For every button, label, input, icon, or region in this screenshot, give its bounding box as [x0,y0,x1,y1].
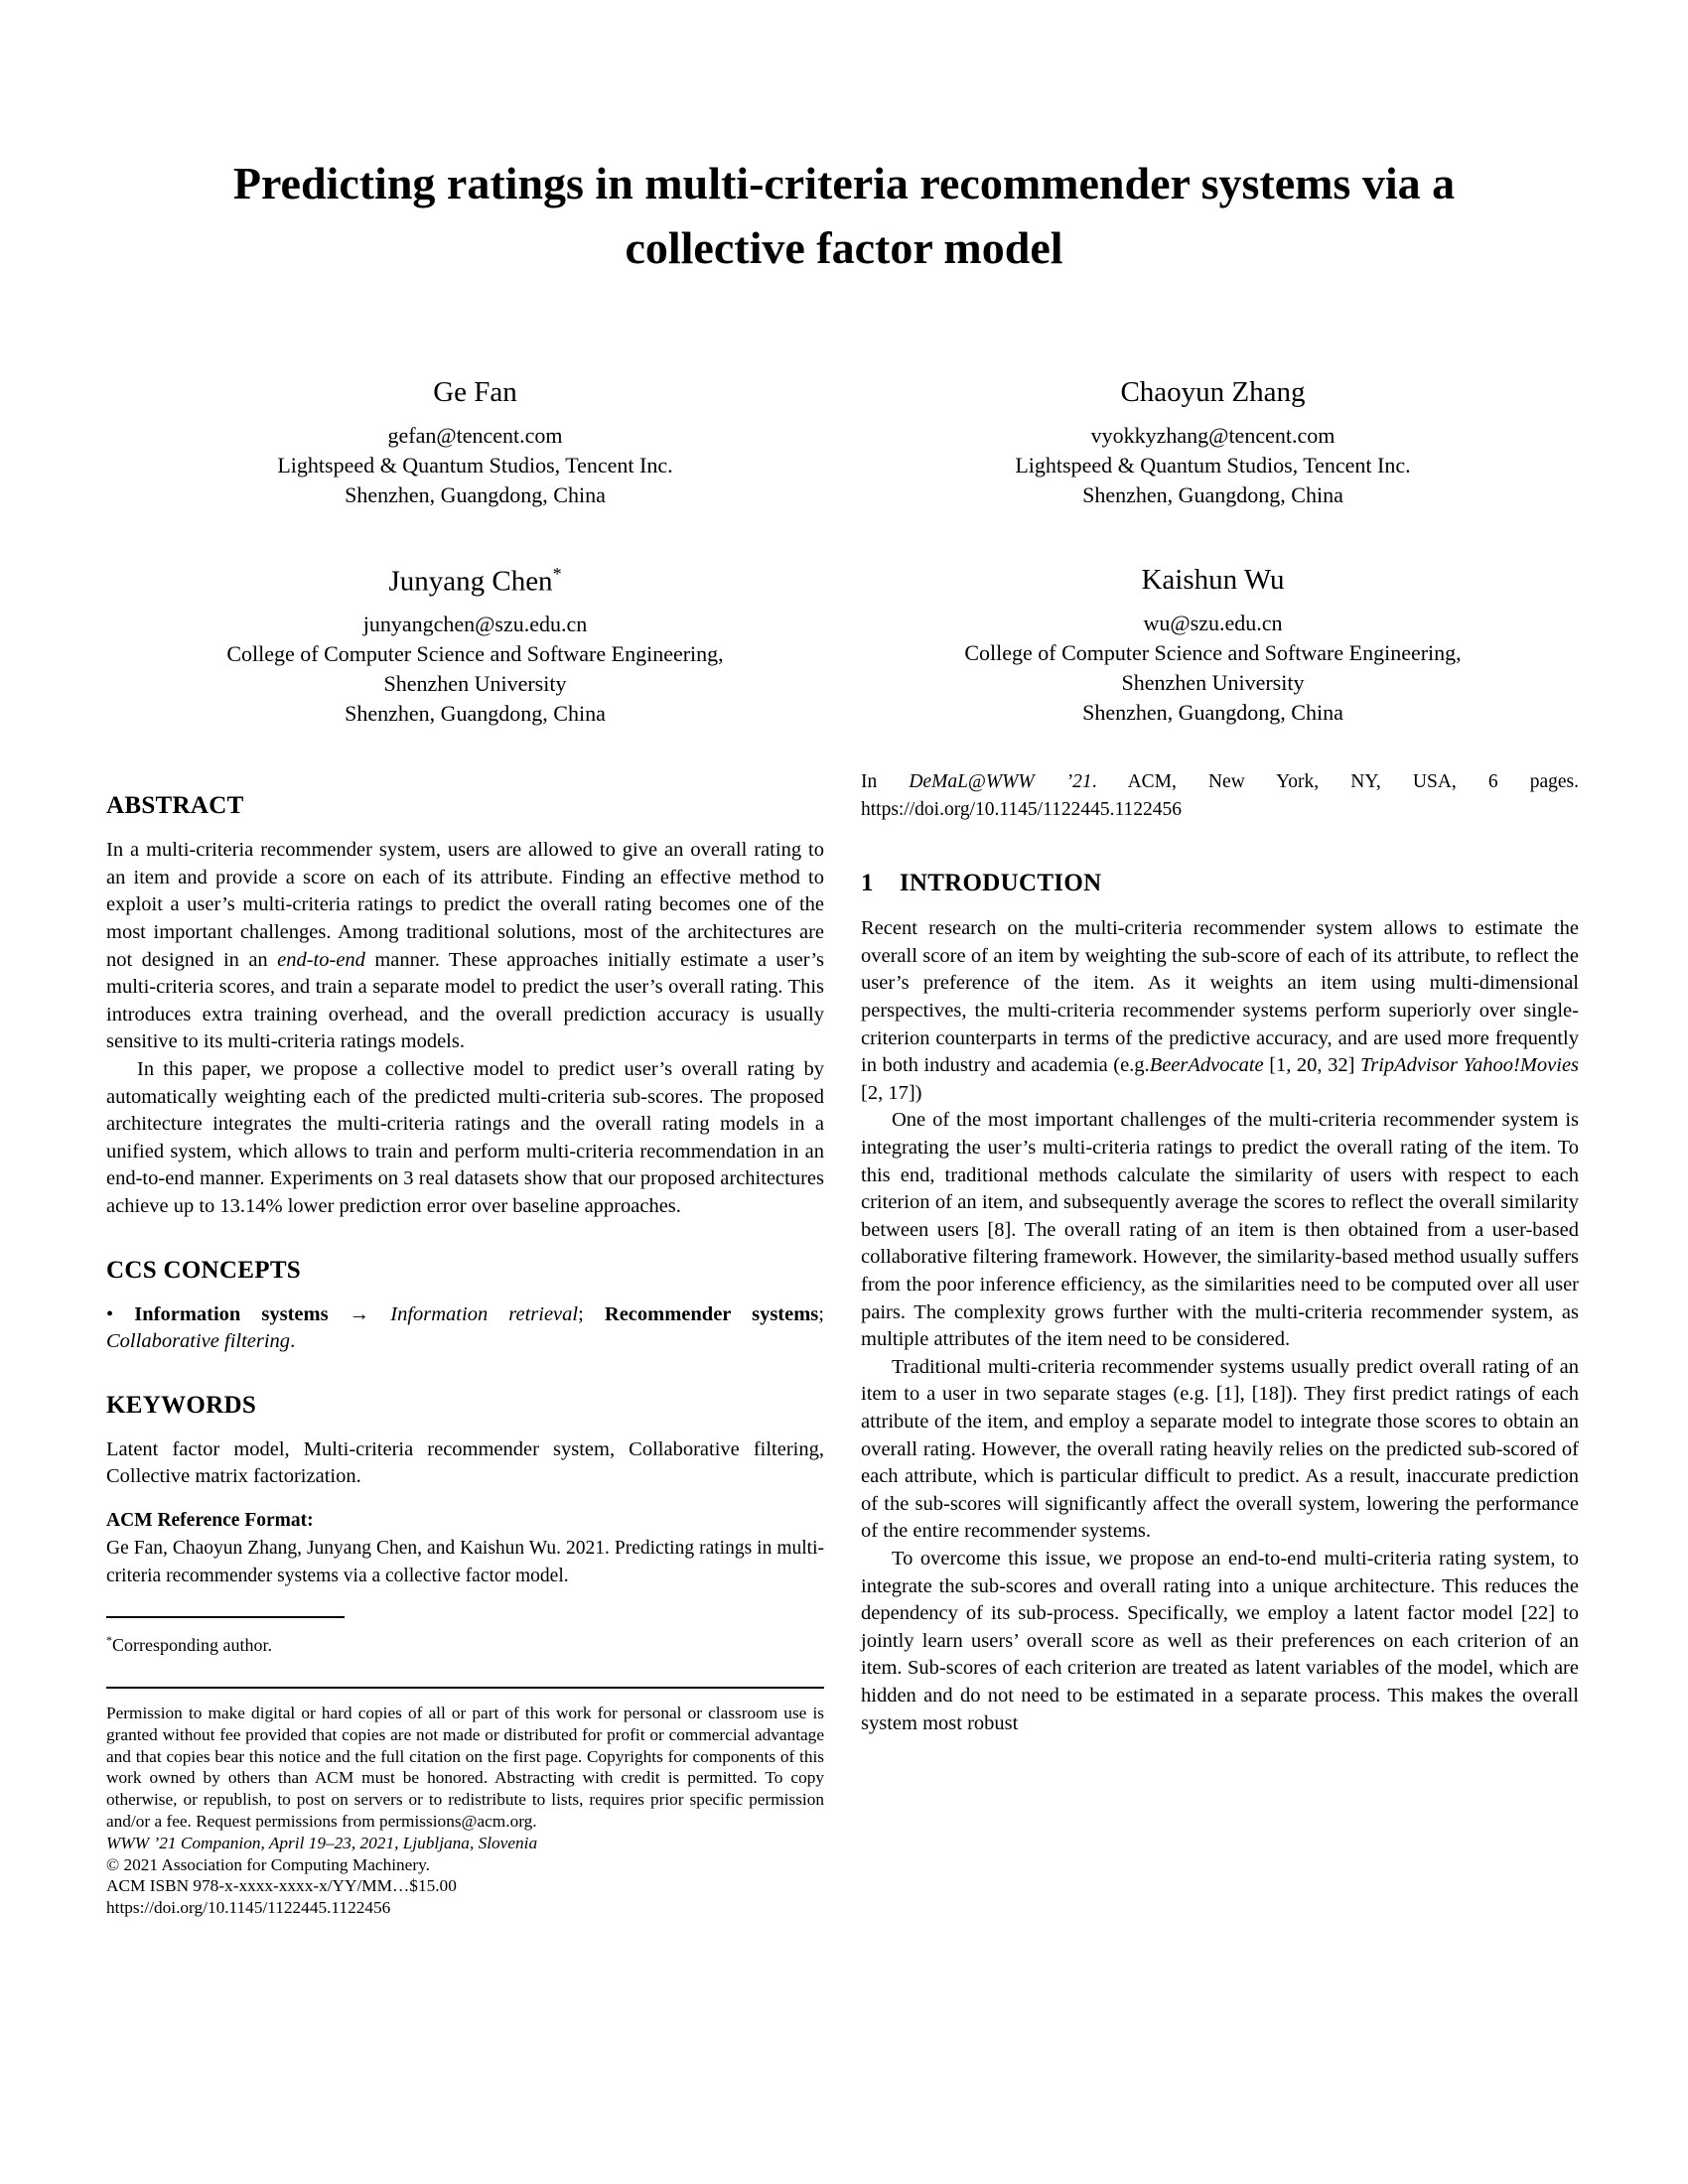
corresponding-author-footnote [106,1628,824,1657]
author-affiliation: Shenzhen University [1121,669,1305,695]
keywords-text: Latent factor model, Multi-criteria recommender system, Collaborative filtering, Collective matrix factorization. [106,1437,824,1488]
acm-reference-block [106,1507,824,1590]
author-name [106,564,844,599]
author-affiliation: College of Computer Science and Software Engineering, [964,639,1462,665]
conference-info: WWW ’21 Companion, April 19–23, 2021, Ljubljana, Slovenia [106,1833,538,1852]
copyright-line: © 2021 Association for Computing Machinery. [106,1854,430,1874]
author-affiliation: Shenzhen, Guangdong, China [345,701,606,727]
author-affiliation: Lightspeed & Quantum Studios, Tencent Inc. [1015,452,1411,478]
acm-reference-text: Ge Fan, Chaoyun Zhang, Junyang Chen, and Kaishun Wu. 2021. Predicting ratings in multi-criteria recommender systems via a collective factor model. [106,1537,824,1586]
author-block-junyang-chen [106,564,844,730]
author-name [106,376,844,409]
introduction-paragraph: One of the most important challenges of the multi-criteria recommender system is integrating the user’s multi-criteria ratings to predict the overall rating of the item. To this end, traditional methods calculate the similarity of users with respect to each criterion of an item, and subsequently average the scores to reflect the overall similarity between users [8]. The overall rating of an item is then obtained from a user-based collaborative filtering framework. However, the similarity-based method usually suffers from the poor inference efficiency, as the similarities need to be computed over all user pairs. The complexity grows further with the multi-criteria recommender system, as multiple attributes of the item need to be considered. [861,1109,1579,1351]
acm-reference-heading: ACM Reference Format: [106,1509,314,1531]
introduction-paragraph: Traditional multi-criteria recommender systems usually predict overall rating of an item to a user in two separate stages (e.g. [1], [18]). They first predict ratings of each attribute of the item, and employ a separate model to integrate those scores to obtain an overall rating. However, the overall rating heavily relies on the predicted sub-scored of each attribute, which is particular difficult to predict. As a result, inaccurate prediction of the sub-scores will significantly affect the overall system, lowering the performance of the entire recommender systems. [861,1355,1579,1543]
author-affiliation: Shenzhen, Guangdong, China [1082,699,1343,725]
ccs-concepts-heading: CCS CONCEPTS [106,1256,301,1284]
permission-rule [106,1687,824,1689]
author-name-text: Junyang Chen [388,565,553,598]
author-block-chaoyun-zhang [844,376,1582,510]
author-name [844,376,1582,409]
keywords-heading: KEYWORDS [106,1391,257,1419]
right-column [861,768,1579,1919]
author-email[interactable]: wu@szu.edu.cn [1143,610,1283,635]
footnote-text: Corresponding author. [112,1634,272,1655]
footnote-marker: * [106,1632,112,1647]
footnote-rule [106,1616,345,1618]
author-name-text: Kaishun Wu [1141,563,1285,596]
abstract-heading: ABSTRACT [106,792,244,820]
author-email[interactable]: gefan@tencent.com [387,422,563,448]
introduction-paragraph: To overcome this issue, we propose an end-to-end multi-criteria rating system, to integrate the sub-scores and overall rating into a unique architecture. This reduces the dependency of its sub-process. Specifically, we employ a latent factor model [22] to jointly learn users’ overall score as well as their preferences on each criterion of an item. Sub-scores of each criterion are treated as latent variables of the model, which are hidden and do not need to be estimated in a separate process. This makes the overall system most robust [861,1547,1579,1734]
isbn-line: ACM ISBN 978-x-xxxx-xxxx-x/YY/MM…$15.00 [106,1876,457,1896]
left-column [106,768,824,1919]
author-name-text: Chaoyun Zhang [1120,375,1306,408]
author-name [844,564,1582,597]
authors-grid [106,376,1582,730]
paper-title: Predicting ratings in multi-criteria recommender systems via a collective factor model [232,158,1456,274]
author-block-kaishun-wu [844,564,1582,730]
author-affiliation: College of Computer Science and Software Engineering, [226,641,724,667]
author-name-text: Ge Fan [433,375,517,408]
ccs-concepts-text: • Information systems → Information retrieval; Recommender systems; Collaborative filtering. [106,1302,824,1353]
introduction-heading [861,870,1579,897]
author-affiliation: Shenzhen, Guangdong, China [345,481,606,507]
corresponding-author-marker: * [552,563,562,584]
acm-reference-continued: In DeMaL@WWW ’21. ACM, New York, NY, USA, 6 pages. https://doi.org/10.1145/1122445.1122456 [861,771,1579,821]
author-block-ge-fan [106,376,844,510]
two-column-body [106,768,1582,1919]
author-affiliation: Shenzhen, Guangdong, China [1082,481,1343,507]
author-email[interactable]: junyangchen@szu.edu.cn [362,612,588,637]
section-number: 1 [861,870,874,897]
doi-link[interactable]: https://doi.org/10.1145/1122445.1122456 [106,1898,391,1918]
author-email[interactable]: vyokkyzhang@tencent.com [1090,422,1336,448]
author-affiliation: Lightspeed & Quantum Studios, Tencent Inc. [277,452,673,478]
section-title: INTRODUCTION [899,870,1102,897]
permission-statement: Permission to make digital or hard copies of all or part of this work for personal or classroom use is granted without fee provided that copies are not made or distributed for profit or commercial advantage and that copies bear this notice and the full citation on the first page. Copyrights for components of this work owned by others than ACM must be honored. Abstracting with credit is permitted. To copy otherwise, or republish, to post on servers or to redistribute to lists, requires prior specific permission and/or a fee. Request permissions from permissions@acm.org. [106,1703,824,1831]
introduction-paragraph: Recent research on the multi-criteria recommender system allows to estimate the overall score of an item by weighting the sub-score of each of its attribute, to reflect the user’s preference of the item. As it weights an item using multi-dimensional perspectives, the multi-criteria recommender systems perform superiorly over single-criterion counterparts in terms of the predictive accuracy, and are used more frequently in both industry and academia (e.g.BeerAdvocate [1, 20, 32] TripAdvisor Yahoo!Movies [2, 17]) [861,917,1580,1104]
abstract-paragraph: In this paper, we propose a collective model to predict user’s overall rating by automatically weighting each of the predicted multi-criteria sub-scores. The proposed architecture integrates the multi-criteria ratings and the overall rating models in a unified system, which allows to train and perform multi-criteria recommendation in an end-to-end manner. Experiments on 3 real datasets show that our proposed architectures achieve up to 13.14% lower prediction error over baseline approaches. [106,1058,824,1217]
abstract-paragraph: In a multi-criteria recommender system, users are allowed to give an overall rating to an item and provide a score on each of its attribute. Finding an effective method to exploit a user’s multi-criteria ratings to predict the overall rating becomes one of the most important challenges. Among traditional solutions, most of the architectures are not designed in an end-to-end manner. These approaches initially estimate a user’s multi-criteria scores, and train a separate model to predict the user’s overall rating. This introduces extra training overhead, and the overall prediction accuracy is usually sensitive to its multi-criteria ratings models. [106,839,824,1053]
author-affiliation: Shenzhen University [383,671,567,697]
